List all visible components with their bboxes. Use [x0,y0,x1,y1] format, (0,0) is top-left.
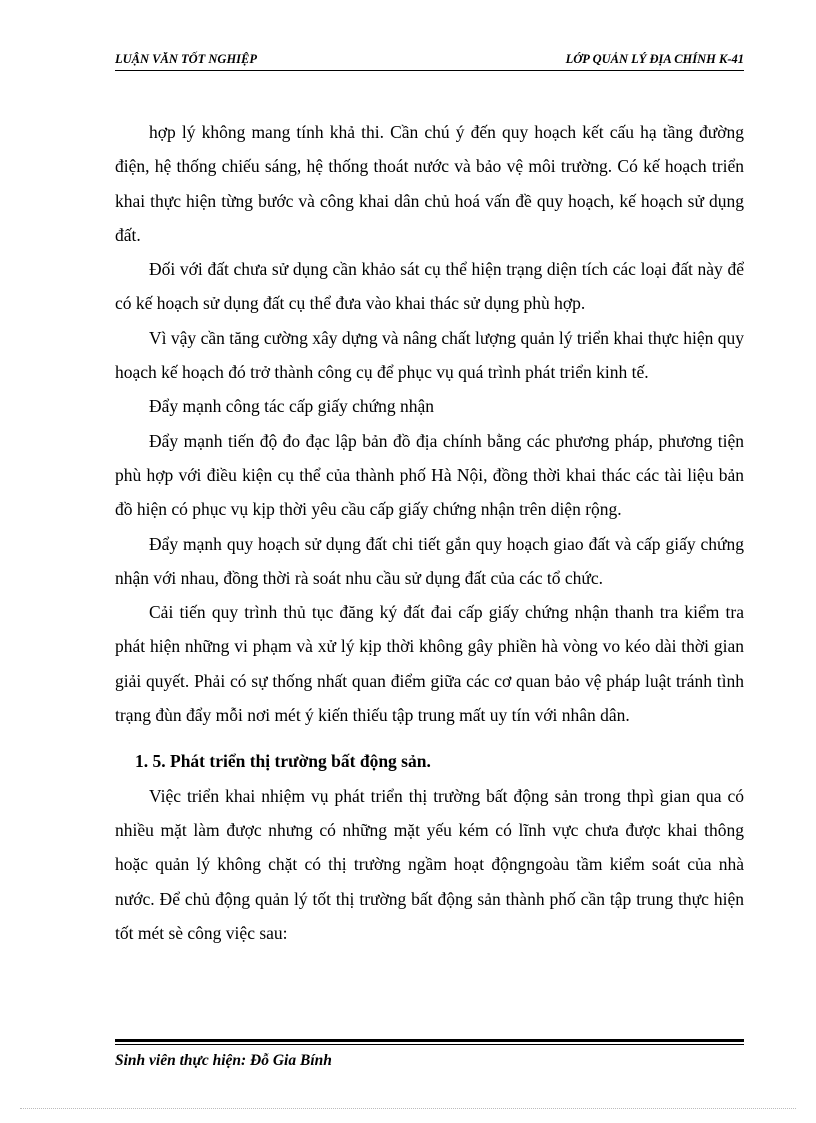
paragraph-4: Đẩy mạnh công tác cấp giấy chứng nhận [149,396,435,417]
paragraph-3: Vì vậy cần tăng cường xây dựng và nâng chất lượng quản lý triển khai thực hiện quy hoạch kế hoạch đó trở thành công cụ để phục vụ quá trình phát triển kinh tế. [115,327,744,383]
paragraph-2: Đối với đất chưa sử dụng cần khảo sát cụ thể hiện trạng diện tích các loại đất này để có kế hoạch sử dụng đất cụ thể đưa vào khai thác sử dụng phù hợp. [115,259,744,314]
paragraph-7: Cải tiến quy trình thủ tục đăng ký đất đai cấp giấy chứng nhận thanh tra kiểm tra phát hiện những vi phạm và xử lý kịp thời không gây phiền hà vòng vo kéo dài thời gian giải quyết. Phải có sự thống nhất quan điểm giữa các cơ quan bảo vệ pháp luật tránh tình trạng đùn đẩy mỗi nơi mét ý kiến thiếu tập trung mất uy tín với nhân dân. [115,602,744,726]
section-paragraph: Việc triển khai nhiệm vụ phát triển thị trường bất động sản trong thpì gian qua có nhiều mặt làm được nhưng có những mặt yếu kém có lĩnh vực chưa được khai thông hoặc quản lý không chặt có thị trường ngầm hoạt độngngoàu tầm kiểm soát của nhà nước. Để chủ động quản lý tốt thị trường bất động sản thành phố cần tập trung thực hiện tốt mét sè công việc sau: [115,785,744,943]
page-header [115,52,744,72]
header-class-name: LỚP QUẢN LÝ ĐỊA CHÍNH K-41 [565,52,744,66]
paragraph-6: Đẩy mạnh quy hoạch sử dụng đất chi tiết gắn quy hoạch giao đất và cấp giấy chứng nhận với nhau, đồng thời rà soát nhu cầu sử dụng đất của các tổ chức. [115,533,744,588]
paragraph-5: Đẩy mạnh tiến độ đo đạc lập bản đồ địa chính bằng các phương pháp, phương tiện phù hợp với điều kiện cụ thể của thành phố Hà Nội, đồng thời khai thác các tài liệu bản đồ hiện có phục vụ kịp thời yêu cầu cấp giấy chứng nhận trên diện rộng. [115,430,744,520]
footer-divider [115,1039,744,1045]
paragraph-1: hợp lý không mang tính khả thi. Cần chú ý đến quy hoạch kết cấu hạ tầng đường điện, hệ thống chiếu sáng, hệ thống thoát nước và bảo vệ môi trường. Có kế hoạch triển khai thực hiện từng bước và công khai dân chủ hoá vấn đề quy hoạch, kế hoạch sử dụng đất. [115,122,744,245]
document-body [115,115,744,950]
header-divider [115,70,744,71]
header-thesis-title: LUẬN VĂN TỐT NGHIỆP [115,52,258,66]
footer-author: Sinh viên thực hiện: Đỗ Gia Bính [115,1052,332,1069]
section-heading: 1. 5. Phát triển thị trường bất động sản. [135,751,431,772]
page-bottom-border [20,1108,796,1109]
